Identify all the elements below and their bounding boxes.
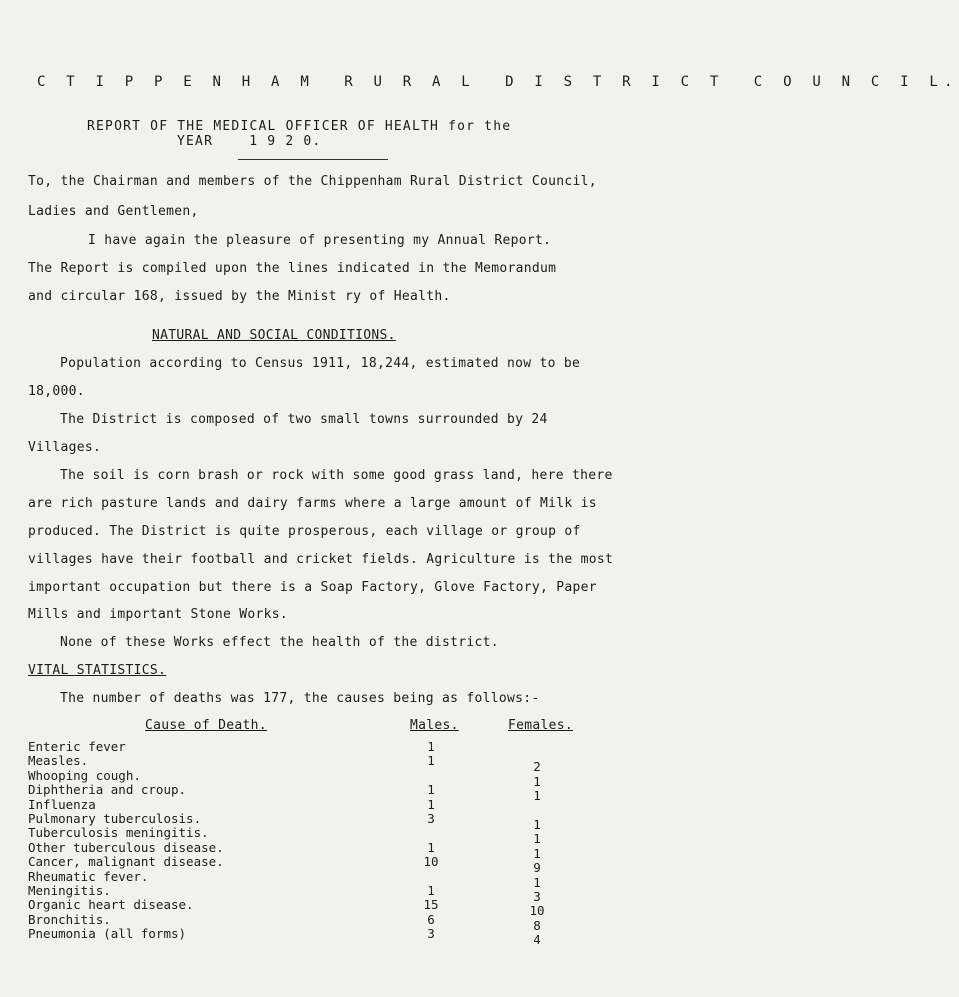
- natural-line1: Population according to Census 1911, 18,244, estimated now to be: [60, 356, 581, 371]
- table-row-females: 9: [533, 860, 541, 876]
- table-row-cause: Pulmonary tuberculosis.: [28, 811, 202, 826]
- table-row-cause: Enteric fever: [28, 739, 126, 754]
- natural-line3: The District is composed of two small towns surrounded by 24: [60, 412, 548, 427]
- table-row-females: 1: [533, 845, 541, 861]
- natural-line11: None of these Works effect the health of the district.: [60, 635, 499, 650]
- table-row-females: 1: [533, 788, 541, 804]
- table-row-cause: Cancer, malignant disease.: [28, 854, 224, 870]
- table-row-females: 10: [529, 903, 545, 919]
- cause-column-header: Cause of Death.: [145, 718, 267, 733]
- table-row-males: 6: [427, 911, 435, 927]
- table-row-males: 1: [427, 796, 435, 812]
- table-row-females: 3: [533, 889, 541, 904]
- table-row-females: 8: [533, 917, 541, 933]
- table-row-males: 1: [427, 883, 435, 898]
- natural-line9: important occupation but there is a Soap Factory, Glove Factory, Paper: [28, 580, 597, 595]
- table-row-males: 3: [427, 811, 435, 826]
- table-row-males: 1: [427, 739, 435, 754]
- intro-line1: I have again the pleasure of presenting my Annual Report.: [88, 233, 552, 248]
- natural-line4: Villages.: [28, 440, 102, 455]
- table-row-cause: Measles.: [28, 753, 89, 769]
- table-row-cause: Pneumonia (all forms): [28, 926, 187, 942]
- natural-line7: produced. The District is quite prosperous, each village or group of: [28, 524, 581, 539]
- table-row-females: 1: [533, 773, 541, 789]
- table-row-cause: Influenza: [28, 796, 96, 812]
- natural-line8: villages have their football and cricket fields. Agriculture is the most: [28, 552, 614, 567]
- salutation: To, the Chairman and members of the Chippenham Rural District Council,: [28, 174, 597, 189]
- natural-line6: are rich pasture lands and dairy farms where a large amount of Milk is: [28, 496, 597, 511]
- title-divider: [238, 159, 388, 160]
- table-row-females: 2: [533, 759, 541, 775]
- vital-intro: The number of deaths was 177, the causes being as follows:-: [60, 691, 540, 706]
- table-row-cause: Whooping cough.: [28, 767, 141, 783]
- table-row-males: 3: [427, 926, 435, 942]
- table-row-females: 1: [533, 874, 541, 890]
- table-row-males: 10: [423, 854, 439, 870]
- table-row-cause: Diphtheria and croup.: [28, 782, 187, 798]
- intro-line3: and circular 168, issued by the Minist ry of Health.: [28, 289, 451, 304]
- natural-line5: The soil is corn brash or rock with some good grass land, here there: [60, 468, 613, 483]
- report-title-line2: YEAR 1 9 2 0.: [177, 134, 322, 149]
- table-row-females: 1: [533, 817, 541, 832]
- vital-statistics-heading: VITAL STATISTICS.: [28, 663, 167, 678]
- table-row-females: 1: [533, 831, 541, 847]
- natural-line10: Mills and important Stone Works.: [28, 607, 289, 622]
- table-row-cause: Bronchitis.: [28, 911, 111, 927]
- natural-conditions-heading: NATURAL AND SOCIAL CONDITIONS.: [152, 328, 396, 343]
- table-row-cause: Other tuberculous disease.: [28, 839, 224, 855]
- table-row-males: 1: [427, 782, 435, 798]
- report-title-line1: REPORT OF THE MEDICAL OFFICER OF HEALTH for the: [87, 119, 512, 134]
- table-row-cause: Organic heart disease.: [28, 897, 194, 913]
- table-row-males: 1: [427, 839, 435, 855]
- table-row-males: 1: [427, 753, 435, 769]
- males-column-header: Males.: [410, 718, 459, 733]
- natural-line2: 18,000.: [28, 384, 85, 399]
- salutation-ladies: Ladies and Gentlemen,: [28, 204, 199, 219]
- table-row-cause: Rheumatic fever.: [28, 868, 149, 884]
- table-row-cause: Tuberculosis meningitis.: [28, 825, 209, 841]
- table-row-males: 15: [423, 897, 439, 913]
- females-column-header: Females.: [508, 718, 574, 733]
- table-row-cause: Meningitis.: [28, 883, 111, 898]
- intro-line2: The Report is compiled upon the lines indicated in the Memorandum: [28, 261, 557, 276]
- council-title: C T I P P E N H A M R U R A L D I S T R I C T C O U N C I L.: [37, 74, 959, 90]
- table-row-females: 4: [533, 932, 541, 948]
